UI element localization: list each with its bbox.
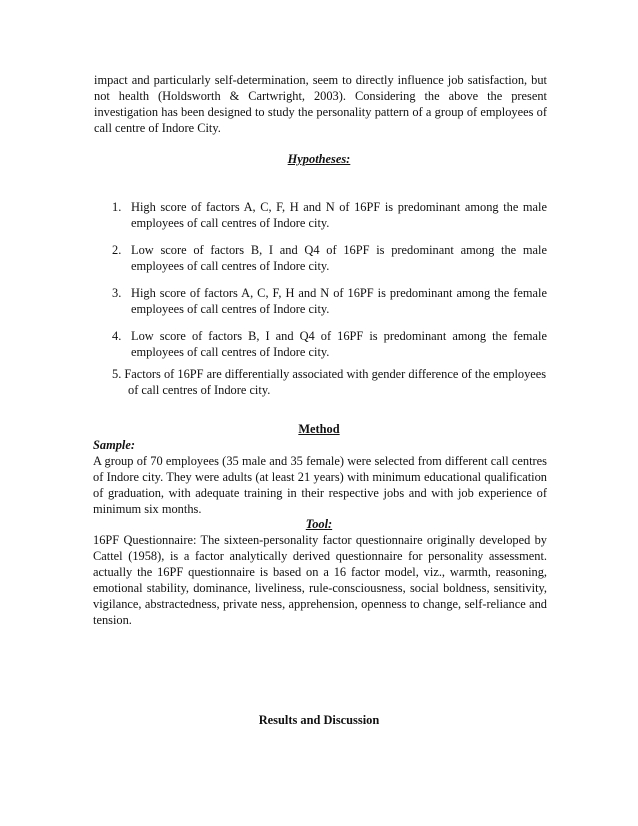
hypothesis-item [112,199,547,231]
hypothesis-text: Low score of factors B, I and Q4 of 16PF is predominant among the female employees of call centres of Indore city. [131,329,547,359]
sample-heading: Sample: [93,438,135,452]
hypothesis-item [112,328,547,360]
hypothesis-number: 1. [112,200,122,214]
hypotheses-list [112,199,547,371]
hypothesis-text: High score of factors A, C, F, H and N of 16PF is predominant among the male employees of call centres of Indore city. [131,200,547,230]
hypothesis-number: 3. [112,286,122,300]
hypothesis-item [112,242,547,274]
hypothesis-text: Low score of factors B, I and Q4 of 16PF is predominant among the male employees of call centres of Indore city. [131,243,547,273]
sample-paragraph: A group of 70 employees (35 male and 35 female) were selected from different call centres of Indore city. They were adults (at least 21 years) with minimum educational qualification of graduation, with adequate training in their respective jobs and with job experience of minimum six months. [93,454,547,516]
intro-paragraph: impact and particularly self-determination, seem to directly influence job satisfaction, but not health (Holdsworth & Cartwright, 2003). Considering the above the present investigation has been designed to study the personality pattern of a group of employees of call centre of Indore City. [94,73,547,135]
hypotheses-heading: Hypotheses: [287,152,351,166]
tool-paragraph: 16PF Questionnaire: The sixteen-personality factor questionnaire originally developed by Cattel (1958), is a factor analytically derived questionnaire for personality assessment. actually the 16PF questionnaire is based on a 16 factor model, viz., warmth, reasoning, emotional stability, dominance, liveliness, rule-consciousness, social boldness, sensitivity, vigilance, abstractedness, private ness, apprehension, openness to change, self-reliance and tension. [93,533,547,627]
hypothesis-number: 2. [112,243,122,257]
method-heading: Method [298,422,340,436]
hypothesis-number: 4. [112,329,122,343]
hypothesis-item-5 [112,366,547,398]
results-heading: Results and Discussion [258,713,380,727]
hypothesis-item [112,285,547,317]
tool-heading: Tool: [305,517,333,531]
hypothesis-5-line-1: 5. Factors of 16PF are differentially associated with gender difference of the employees [112,367,547,381]
hypothesis-5-line-2: of call centres of Indore city. [128,383,271,397]
hypothesis-text: High score of factors A, C, F, H and N of 16PF is predominant among the female employees of call centres of Indore city. [131,286,547,316]
